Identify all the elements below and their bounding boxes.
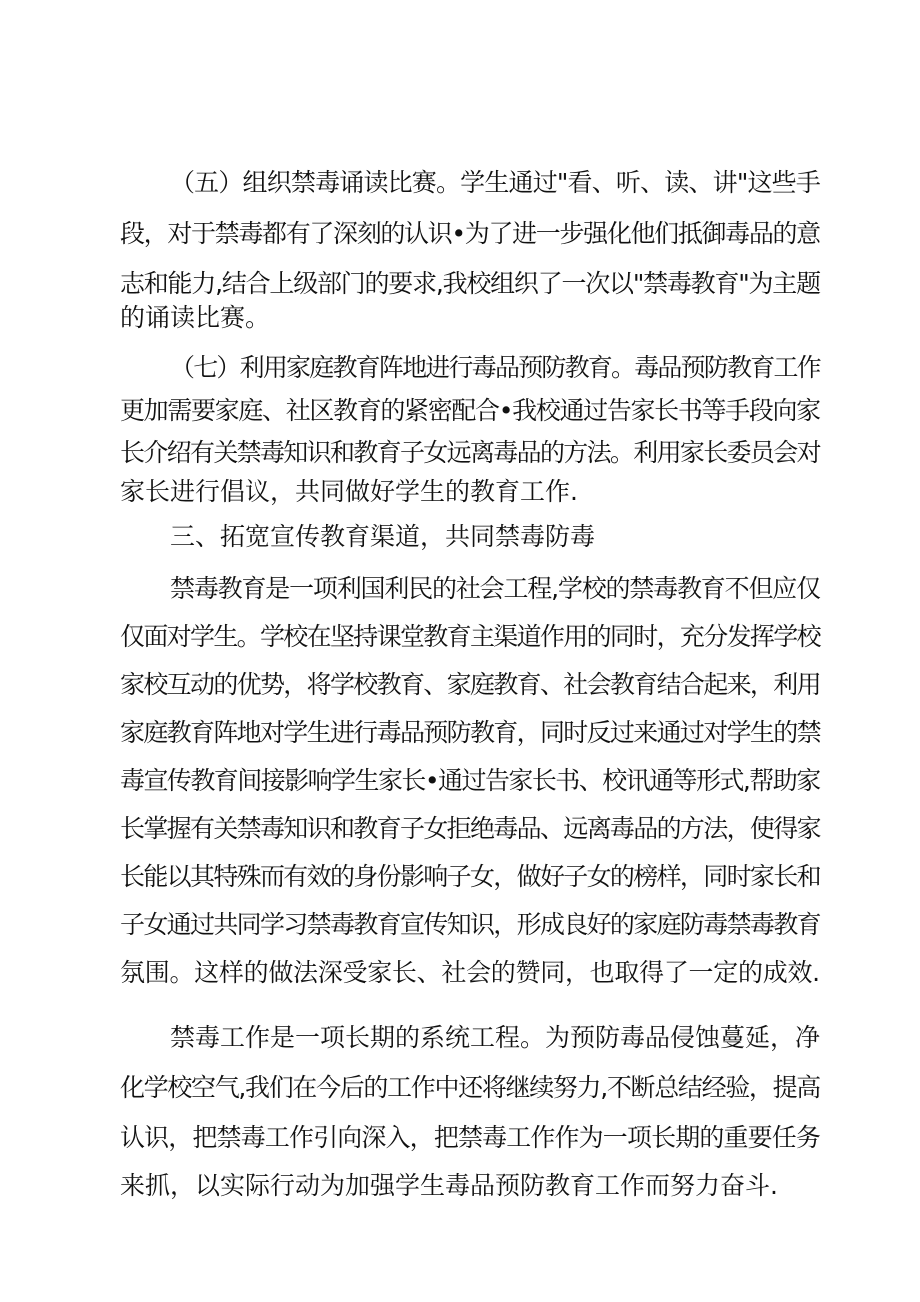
final-paragraph-line-1: 禁毒工作是一项长期的系统工程。为预防毒品侵蚀蔓延，净 [170, 1023, 821, 1052]
education-paragraph-line-1: 禁毒教育是一项利国利民的社会工程,学校的禁毒教育不但应仅 [170, 574, 820, 603]
section-3-heading: 三、拓宽宣传教育渠道，共同禁毒防毒 [170, 522, 596, 551]
education-paragraph-line-2: 仅面对学生。学校在坚持课堂教育主渠道作用的同时，充分发挥学校 [120, 622, 820, 651]
paragraph-7-line-2: 更加需要家庭、社区教育的紧密配合•我校通过告家长书等手段向家 [120, 396, 820, 425]
paragraph-5-line-1: （五）组织禁毒诵读比赛。学生通过"看、听、读、讲"这些手 [170, 168, 821, 197]
paragraph-5-line-2: 段，对于禁毒都有了深刻的认识•为了进一步强化他们抵御毒品的意 [120, 219, 820, 248]
paragraph-5-line-4: 的诵读比赛。 [120, 303, 271, 332]
final-paragraph-line-4: 来抓，以实际行动为加强学生毒品预防教育工作而努力奋斗. [120, 1171, 778, 1200]
final-paragraph-line-3: 认识，把禁毒工作引向深入，把禁毒工作作为一项长期的重要任务 [120, 1123, 821, 1152]
paragraph-7-line-1: （七）利用家庭教育阵地进行毒品预防教育。毒品预防教育工作 [170, 353, 820, 382]
education-paragraph-line-5: 毒宣传教育间接影响学生家长•通过告家长书、校讯通等形式,帮助家 [120, 766, 820, 795]
education-paragraph-line-9: 氛围。这样的做法深受家长、社会的赞同，也取得了一定的成效. [120, 958, 820, 987]
paragraph-5-line-3: 志和能力,结合上级部门的要求,我校组织了一次以"禁毒教育"为主题 [120, 269, 820, 298]
education-paragraph-line-6: 长掌握有关禁毒知识和教育子女拒绝毒品、远离毒品的方法，使得家 [120, 814, 820, 843]
education-paragraph-line-7: 长能以其特殊而有效的身份影响子女，做好子女的榜样，同时家长和 [120, 862, 820, 891]
education-paragraph-line-8: 子女通过共同学习禁毒教育宣传知识，形成良好的家庭防毒禁毒教育 [120, 910, 820, 939]
education-paragraph-line-3: 家校互动的优势，将学校教育、家庭教育、社会教育结合起来，利用 [120, 670, 820, 699]
paragraph-7-line-4: 家长进行倡议，共同做好学生的教育工作. [120, 477, 578, 506]
paragraph-7-line-3: 长介绍有关禁毒知识和教育子女远离毒品的方法。利用家长委员会对 [120, 438, 820, 467]
final-paragraph-line-2: 化学校空气,我们在今后的工作中还将继续努力,不断总结经验，提高 [120, 1073, 820, 1102]
education-paragraph-line-4: 家庭教育阵地对学生进行毒品预防教育，同时反过来通过对学生的禁 [120, 718, 820, 747]
